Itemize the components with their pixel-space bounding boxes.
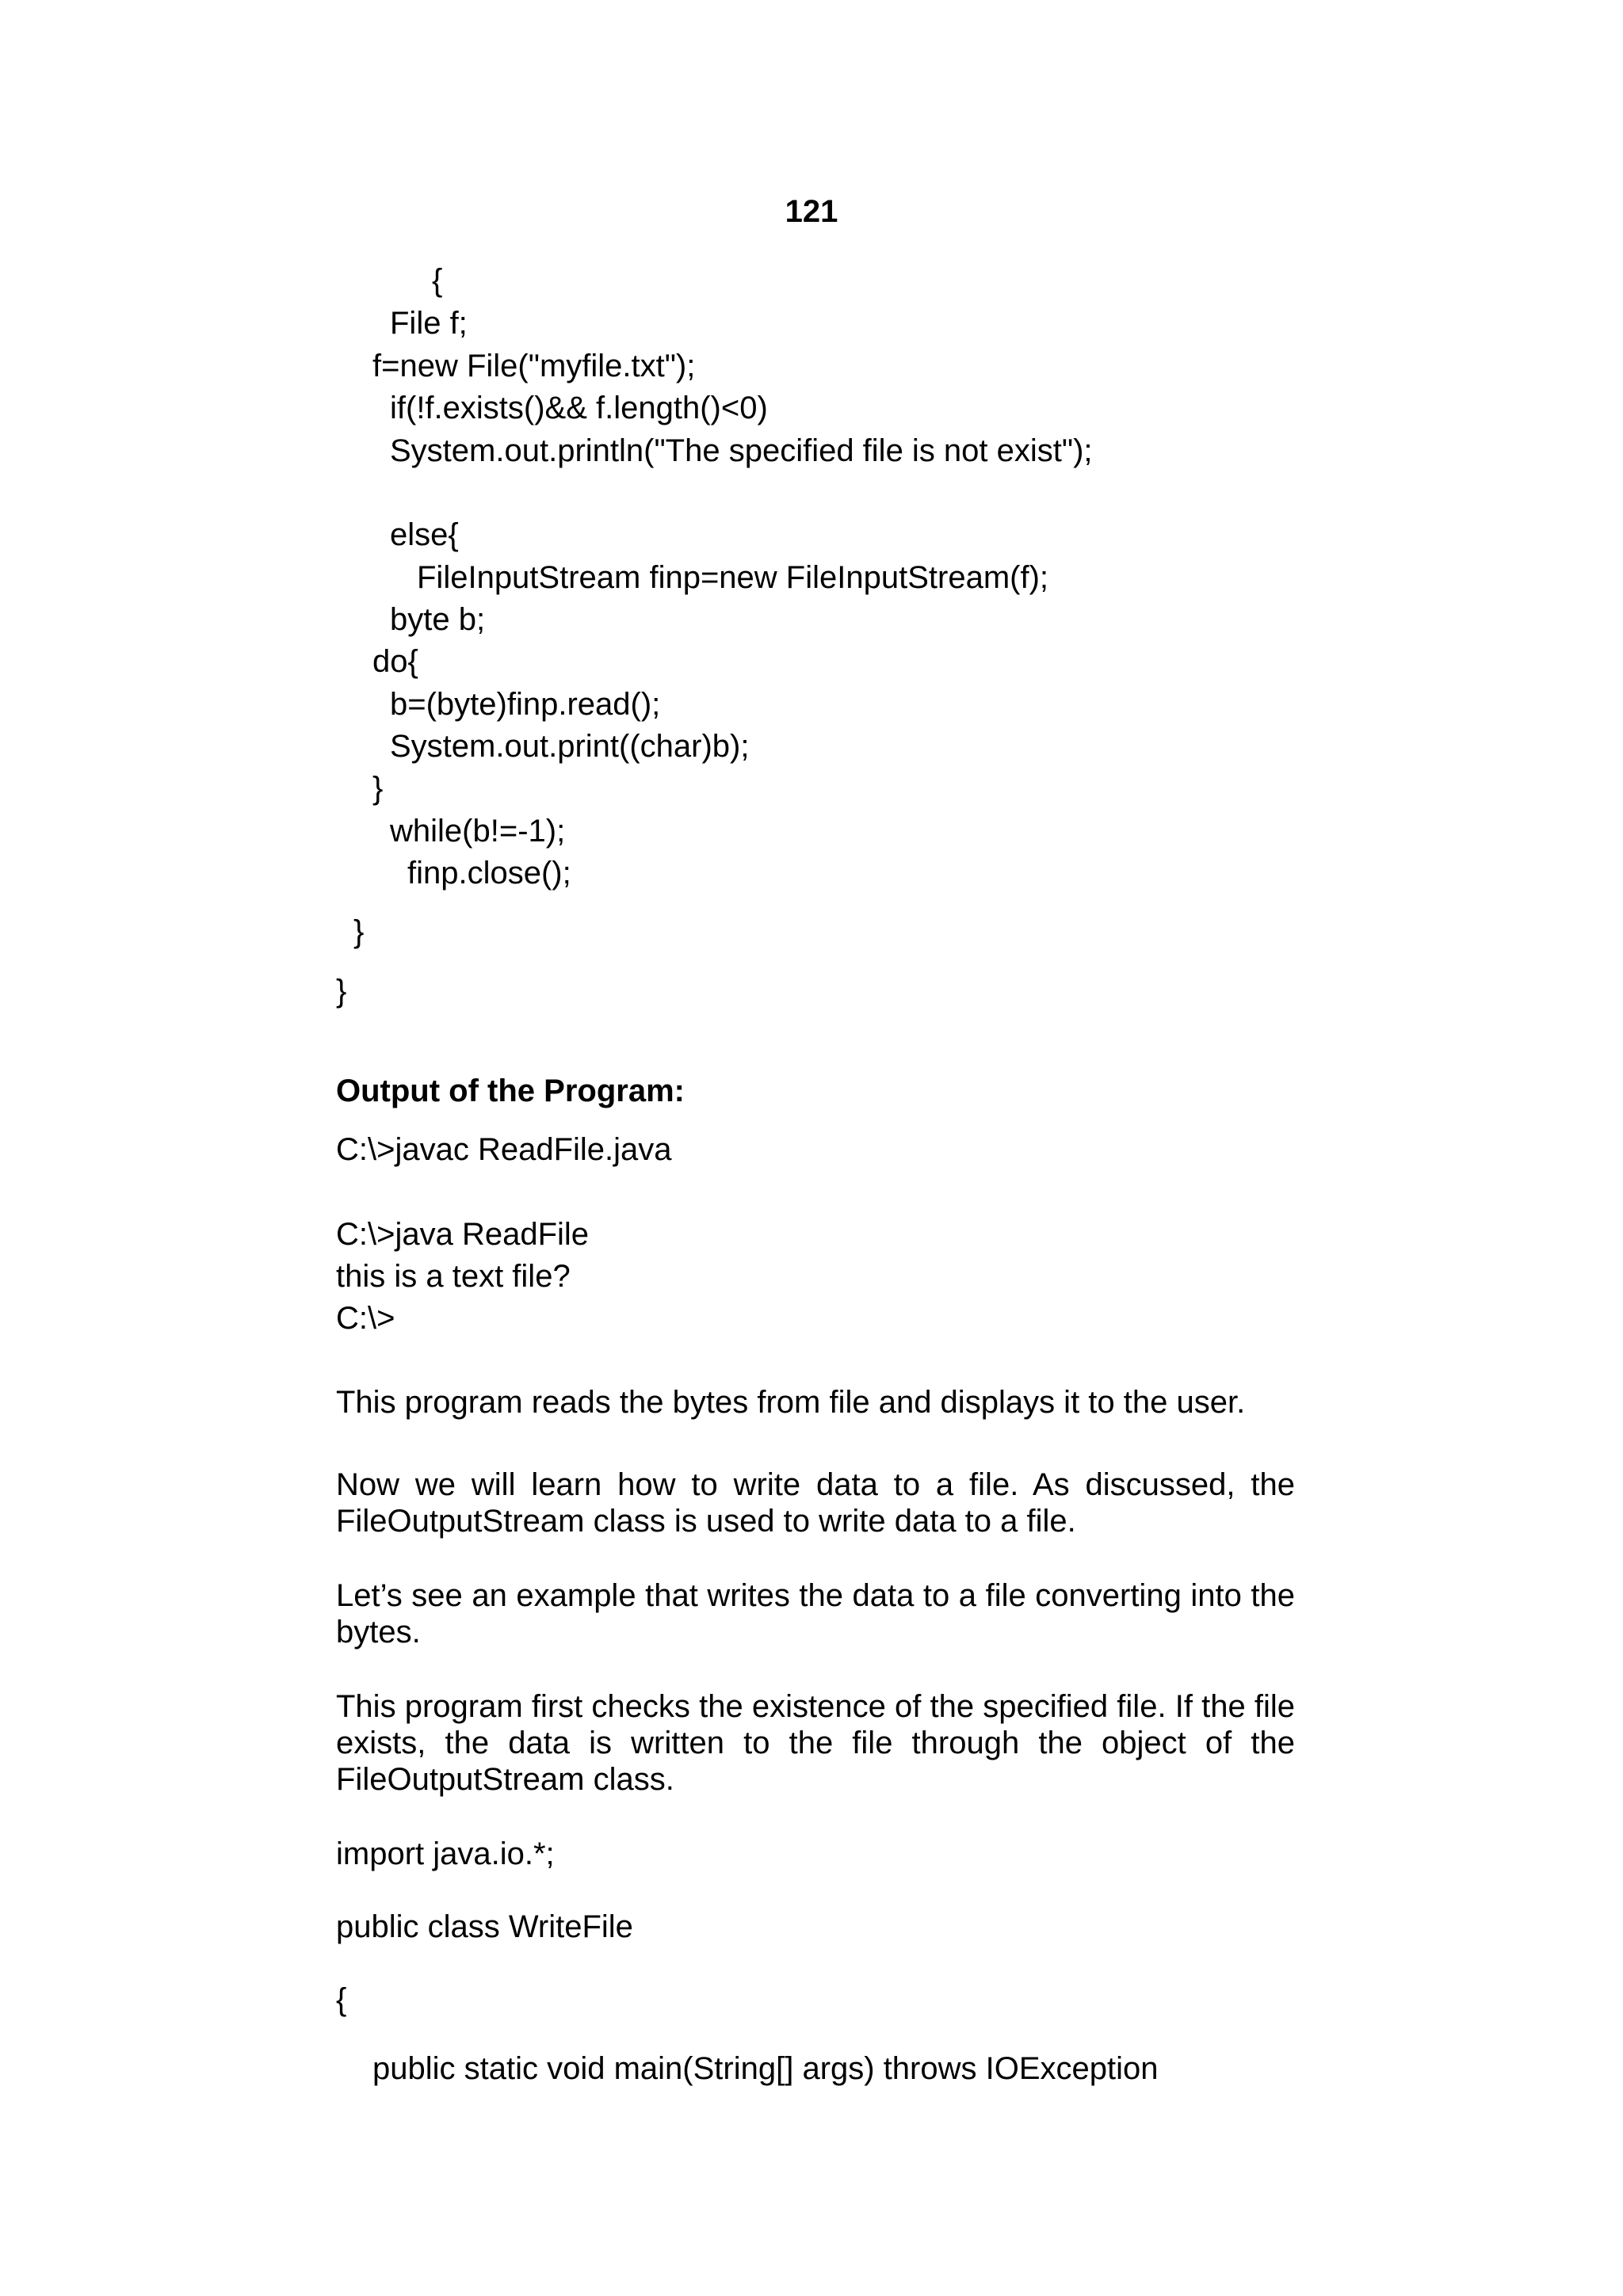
code-line: System.out.println("The specified file is not exist");: [390, 433, 1093, 468]
section-heading: Output of the Program:: [336, 1074, 685, 1108]
code-line: File f;: [390, 306, 468, 341]
code-line: public static void main(String[] args) throws IOException: [372, 2051, 1159, 2086]
code-line: }: [353, 914, 365, 949]
code-line: b=(byte)finp.read();: [390, 687, 661, 722]
output-line: C:\>java ReadFile: [336, 1217, 590, 1252]
paragraph: Let’s see an example that writes the data to a file converting into the bytes.: [336, 1578, 1295, 1650]
code-line: {: [432, 263, 443, 298]
page-number: 121: [785, 194, 838, 229]
output-line: C:\>javac ReadFile.java: [336, 1132, 672, 1167]
code-line: FileInputStream finp=new FileInputStream(f);: [417, 560, 1049, 595]
paragraph: Now we will learn how to write data to a file. As discussed, the FileOutputStream class is used to write data to a file.: [336, 1467, 1295, 1539]
code-line: import java.io.*;: [336, 1836, 555, 1871]
paragraph: This program first checks the existence of the specified file. If the file exists, the data is written to the file through the object of the FileOutputStream class.: [336, 1689, 1295, 1797]
code-line: do{: [372, 644, 418, 679]
code-line: while(b!=-1);: [390, 814, 566, 849]
output-line: this is a text file?: [336, 1259, 571, 1294]
paragraph: This program reads the bytes from file and displays it to the user.: [336, 1385, 1246, 1420]
code-line: finp.close();: [407, 856, 571, 891]
code-line: public class WriteFile: [336, 1909, 633, 1944]
code-line: if(!f.exists()&& f.length()<0): [390, 391, 768, 425]
code-line: System.out.print((char)b);: [390, 729, 750, 764]
code-line: }: [336, 974, 347, 1009]
code-line: byte b;: [390, 602, 486, 637]
code-line: f=new File("myfile.txt");: [372, 349, 696, 383]
output-line: C:\>: [336, 1301, 395, 1336]
code-line: {: [336, 1982, 347, 2017]
code-line: }: [372, 771, 384, 806]
code-line: else{: [390, 517, 459, 552]
